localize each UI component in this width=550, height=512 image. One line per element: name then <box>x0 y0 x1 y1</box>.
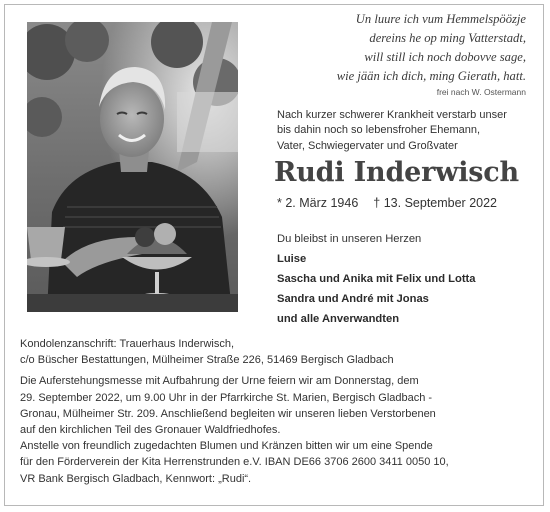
mourners-list <box>277 229 537 329</box>
death-date: † 13. September 2022 <box>373 196 497 210</box>
poem <box>246 10 526 86</box>
intro-line: Nach kurzer schwerer Krankheit verstarb unser <box>277 109 507 121</box>
mourner-name: Sascha und Anika mit Felix und Lotta <box>277 273 476 285</box>
poem-author: frei nach W. Ostermann <box>436 87 526 97</box>
donation-line: für den Förderverein der Kita Herrenstrunden e.V. IBAN DE66 3706 2600 3411 0050 10, <box>20 456 449 469</box>
deceased-name: Rudi Inderwisch <box>274 157 519 188</box>
poem-line: dereins he op ming Vatterstadt, <box>369 31 526 45</box>
poem-line: will still ich noch dobovve sage, <box>364 50 526 64</box>
mourners-lead: Du bleibst in unseren Herzen <box>277 233 422 245</box>
service-line: Die Auferstehungsmesse mit Aufbahrung der Urne feiern wir am Donnerstag, dem <box>20 375 419 388</box>
notice-body <box>20 336 530 487</box>
intro-line: Vater, Schwiegervater und Großvater <box>277 139 458 152</box>
life-dates <box>277 196 497 210</box>
service-line: auf den kirchlichen Teil des Gronauer Waldfriedhofes. <box>20 424 281 437</box>
birth-date: * 2. März 1946 <box>277 196 359 210</box>
condolence-line: c/o Büscher Bestattungen, Mülheimer Straße 226, 51469 Bergisch Gladbach <box>20 354 394 367</box>
mourner-name: und alle Anverwandten <box>277 313 400 325</box>
intro-text <box>277 108 537 154</box>
service-line: 29. September 2022, um 9.00 Uhr in der Pfarrkirche St. Marien, Bergisch Gladbach - <box>20 391 433 404</box>
mourner-name: Luise <box>277 253 307 265</box>
intro-line: bis dahin noch so lebensfroher Ehemann, <box>277 124 481 137</box>
portrait-photo <box>27 22 238 312</box>
poem-line: Un luure ich vum Hemmelspöözje <box>355 12 526 26</box>
mourner-name: Sandra und André mit Jonas <box>277 293 429 305</box>
donation-line: Anstelle von freundlich zugedachten Blumen und Kränzen bitten wir um eine Spende <box>20 440 433 453</box>
donation-line: VR Bank Bergisch Gladbach, Kennwort: „Rudi“. <box>20 472 252 485</box>
poem-line: wie jään ich dich, ming Gierath, hatt. <box>336 69 526 83</box>
service-line: Gronau, Mülheimer Str. 209. Anschließend begleiten wir unseren lieben Verstorbenen <box>20 407 436 420</box>
condolence-line: Kondolenzanschrift: Trauerhaus Inderwisch, <box>20 338 235 350</box>
